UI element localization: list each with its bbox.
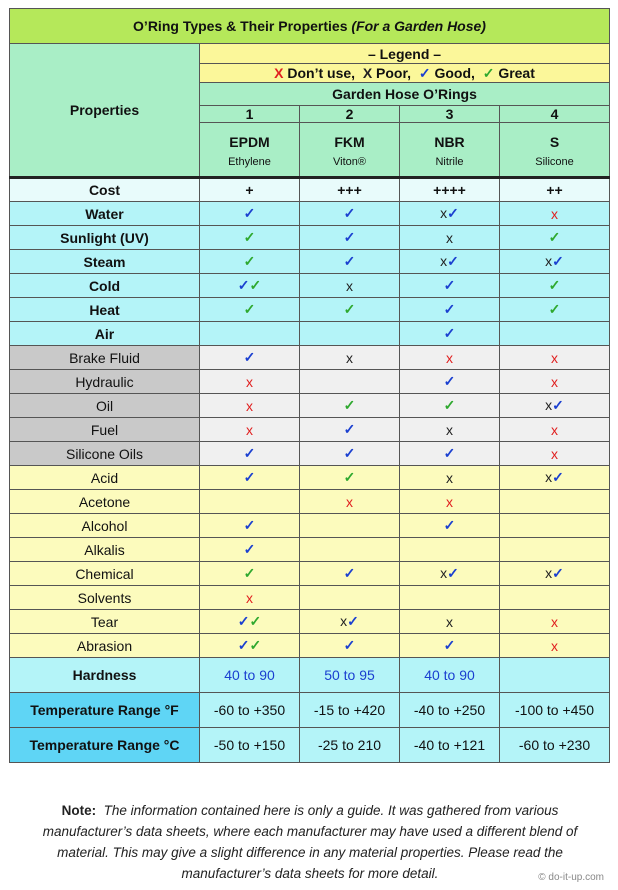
material-name: Ethylene [228,156,271,169]
rating-cell: x [400,346,500,370]
rating-cell: ✓ [300,442,400,466]
hardness-cell: 40 to 90 [400,658,500,693]
empty-cell [300,370,400,394]
rating-glyph: x [440,565,448,581]
note [30,800,590,884]
table-row [10,370,610,394]
row-label: Air [10,322,200,346]
row-label: Steam [10,250,200,274]
rating-cell [200,634,300,658]
rating-glyph: ✓ [249,637,262,653]
footer-watermark: © do-it-up.com [538,872,604,883]
table-row [10,538,610,562]
rating-glyph: ✓ [552,565,564,581]
row-label: Acid [10,466,200,490]
rating-cell: x [500,370,610,394]
rating-cell: ✓ [300,394,400,418]
temp-c-cell: -40 to +121 [400,728,500,763]
temp-c-cell: -50 to +150 [200,728,300,763]
rating-cell: ✓ [400,322,500,346]
row-label: Chemical [10,562,200,586]
rating-cell: ✓ [200,298,300,322]
empty-cell [200,322,300,346]
material-number: 3 [400,106,500,123]
rating-cell [500,394,610,418]
rating-cell: ✓ [300,562,400,586]
rating-cell [200,274,300,298]
empty-cell [500,490,610,514]
row-label-hardness: Hardness [10,658,200,693]
rating-cell: x [400,610,500,634]
rating-glyph: x [340,613,348,629]
row-label: Fuel [10,418,200,442]
rating-glyph: x [545,565,553,581]
rating-cell: ✓ [500,226,610,250]
row-label: Solvents [10,586,200,610]
empty-cell [500,586,610,610]
material-name: Silicone [535,156,574,169]
properties-table [9,8,610,763]
rating-cell: ✓ [300,250,400,274]
rating-cell: x [200,586,300,610]
rating-cell: x [500,346,610,370]
rating-cell: ✓ [500,298,610,322]
row-label: Silicone Oils [10,442,200,466]
hardness-cell [500,658,610,693]
rating-cell: ✓ [400,274,500,298]
good-check-icon: ✓ [418,64,431,81]
rating-cell: ✓ [200,466,300,490]
row-label: Alcohol [10,514,200,538]
rating-glyph: ✓ [552,253,564,269]
rating-glyph: ✓ [447,205,459,221]
hardness-cell: 50 to 95 [300,658,400,693]
rating-glyph: ✓ [237,637,250,653]
empty-cell [500,538,610,562]
table-row [10,394,610,418]
row-label-temp-c: Temperature Range °C [10,728,200,763]
group-header: Garden Hose O’Rings [200,83,610,106]
rating-cell: x [400,490,500,514]
empty-cell [200,490,300,514]
rating-glyph: ✓ [447,253,459,269]
row-label: Hydraulic [10,370,200,394]
rating-cell: ✓ [300,226,400,250]
temp-f-cell: -40 to +250 [400,693,500,728]
table-row [10,610,610,634]
table-row [10,514,610,538]
rating-cell: ✓ [500,274,610,298]
rating-cell: ✓ [200,250,300,274]
material-code: FKM [334,133,365,150]
rating-cell: ✓ [300,466,400,490]
rating-cell: ✓ [300,634,400,658]
rating-cell: x [500,610,610,634]
rating-glyph: ✓ [237,613,250,629]
hardness-cell: 40 to 90 [200,658,300,693]
rating-glyph: ✓ [237,277,250,293]
rating-glyph: x [545,397,553,413]
note-text: The information contained here is only a guide. It was gathered from various manufacturer’s data sheets, where each manufacturer may have used a different blend of material. This may give a slight difference in any material properties. Please read the manufacturer’s data sheets for more detail. [42,803,578,881]
rating-cell: ✓ [300,202,400,226]
rating-cell: x [500,634,610,658]
rating-cell: ✓ [400,370,500,394]
rating-cell: ✓ [200,538,300,562]
table-row [10,586,610,610]
rating-glyph: ✓ [249,613,262,629]
material-name: Nitrile [435,156,464,169]
rating-cell: x [400,466,500,490]
row-label: Cold [10,274,200,298]
rating-cell: ✓ [200,442,300,466]
rating-cell: x [500,202,610,226]
rating-cell: x [200,394,300,418]
rating-cell: x [400,418,500,442]
rating-cell [500,562,610,586]
row-label: Brake Fluid [10,346,200,370]
rating-cell [400,250,500,274]
temp-f-cell: -100 to +450 [500,693,610,728]
empty-cell [300,514,400,538]
rating-cell: ✓ [200,202,300,226]
rating-cell: x [500,442,610,466]
rating-glyph: x [545,469,553,485]
row-label: Heat [10,298,200,322]
material-name: Viton® [333,156,366,169]
empty-cell [400,586,500,610]
material-header [500,123,610,178]
temp-f-cell: -60 to +350 [200,693,300,728]
row-label: Alkalis [10,538,200,562]
empty-cell [400,538,500,562]
material-header [400,123,500,178]
rating-cell: ✓ [200,562,300,586]
rating-cell: ✓ [300,418,400,442]
material-code: EPDM [229,133,270,150]
rating-cell: ✓ [400,514,500,538]
empty-cell [500,514,610,538]
rating-cell: x [300,346,400,370]
legend-title: – Legend – [200,44,610,64]
legend-poor: Poor, [376,64,412,81]
cost-cell: ++ [500,178,610,202]
rating-cell: x [300,274,400,298]
material-code: S [549,133,560,150]
cost-cell: +++ [300,178,400,202]
rating-cell: ✓ [400,394,500,418]
table-row [10,466,610,490]
rating-glyph: x [440,253,448,269]
rating-glyph: ✓ [447,565,459,581]
legend-great: Great [498,64,535,81]
temp-f-cell: -15 to +420 [300,693,400,728]
table-row [10,178,610,202]
row-label: Abrasion [10,634,200,658]
rating-cell: ✓ [300,298,400,322]
material-number: 4 [500,106,610,123]
table-row [10,418,610,442]
empty-cell [300,586,400,610]
row-label: Acetone [10,490,200,514]
great-check-icon: ✓ [482,64,495,81]
rating-cell [200,610,300,634]
rating-glyph: ✓ [347,613,359,629]
table-row [10,202,610,226]
table-row [10,298,610,322]
rating-cell: ✓ [400,442,500,466]
rating-cell: ✓ [200,346,300,370]
legend [200,64,610,83]
poor-icon: X [362,64,373,81]
rating-glyph: ✓ [249,277,262,293]
row-label: Sunlight (UV) [10,226,200,250]
rating-glyph: ✓ [552,397,564,413]
properties-header: Properties [10,44,200,178]
rating-glyph: x [545,253,553,269]
table-row [10,490,610,514]
dont-use-icon: X [274,64,284,81]
rating-cell [300,610,400,634]
legend-good: Good, [434,64,475,81]
material-number: 2 [300,106,400,123]
rating-glyph: x [440,205,448,221]
rating-cell: x [200,418,300,442]
empty-cell [300,538,400,562]
material-code: NBR [434,133,465,150]
empty-cell [300,322,400,346]
rating-cell: ✓ [400,298,500,322]
rating-cell: x [300,490,400,514]
rating-cell [500,466,610,490]
rating-cell: x [500,418,610,442]
table-row [10,322,610,346]
material-header [200,123,300,178]
material-number: 1 [200,106,300,123]
material-header [300,123,400,178]
title-main: O’Ring Types & Their Properties [133,18,348,34]
temp-c-cell: -60 to +230 [500,728,610,763]
table-row [10,634,610,658]
row-label-temp-f: Temperature Range °F [10,693,200,728]
legend-dont-use: Don’t use, [287,64,356,81]
rating-cell: x [200,370,300,394]
table-row [10,442,610,466]
rating-cell: ✓ [200,226,300,250]
cost-cell: + [200,178,300,202]
rating-cell: ✓ [200,514,300,538]
table-row [10,250,610,274]
rating-cell [400,202,500,226]
row-label: Water [10,202,200,226]
table-row [10,562,610,586]
table-row [10,346,610,370]
rating-cell: ✓ [400,634,500,658]
empty-cell [500,322,610,346]
row-label: Cost [10,178,200,202]
rating-glyph: ✓ [552,469,564,485]
row-label: Tear [10,610,200,634]
title-italic: (For a Garden Hose) [351,18,486,34]
table-row [10,226,610,250]
table-title [10,9,610,44]
temp-c-cell: -25 to 210 [300,728,400,763]
rating-cell: x [400,226,500,250]
rating-cell [500,250,610,274]
row-label: Oil [10,394,200,418]
note-label: Note: [61,803,97,818]
rating-cell [400,562,500,586]
table-row [10,274,610,298]
cost-cell: ++++ [400,178,500,202]
